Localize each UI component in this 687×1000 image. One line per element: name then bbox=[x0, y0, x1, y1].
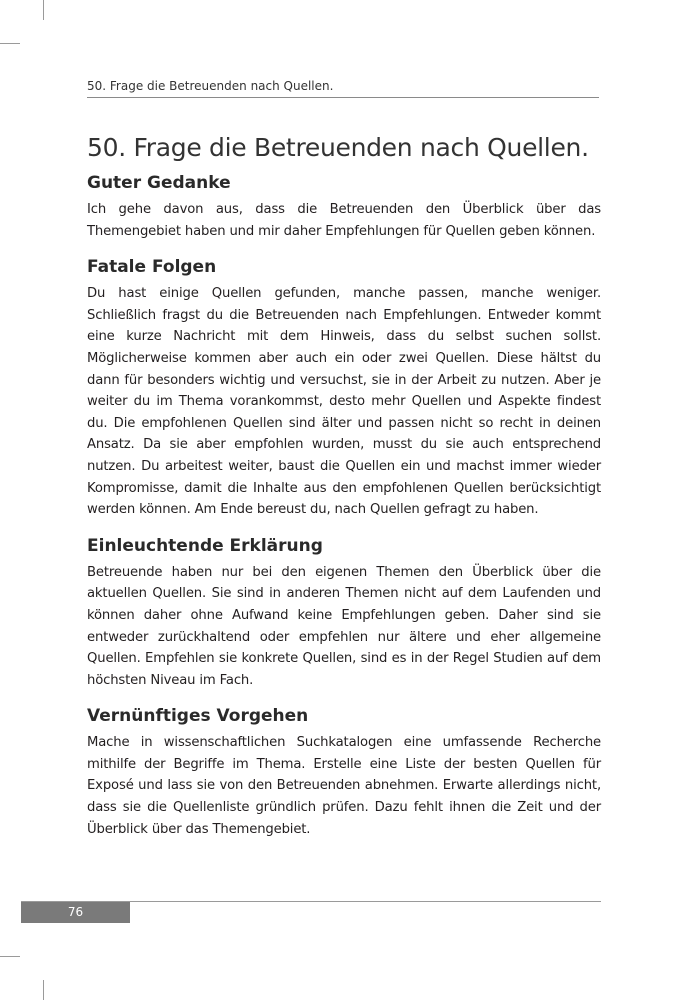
section-vernuenftiges-vorgehen bbox=[87, 706, 601, 840]
section-paragraph: Mache in wissenschaftlichen Suchkatalogen eine umfassende Recherche mithilfe der Begriffe im Thema. Erstelle eine Liste der besten Quellen für Exposé und lass sie von den Betreuenden abnehmen. Erwarte allerdings nicht, dass sie die Quellenliste gründlich prüfen. Dazu fehlt ihnen die Zeit und der Überblick über das Themengebiet. bbox=[87, 735, 601, 837]
section-paragraph: Du hast einige Quellen gefunden, manche passen, manche weniger. Schließlich fragst du die Betreuenden nach Empfehlungen. Entweder kommt eine kurze Nachricht mit dem Hinweis, dass du selbst suchen sollst. Möglicherweise kommen aber auch ein oder zwei Quellen. Diese hältst du dann für besonders wichtig und versuchst, sie in der Arbeit zu nutzen. Aber je weiter du im Thema vorankommst, desto mehr Quellen und Aspekte findest du. Die empfohlenen Quellen sind älter und passen nicht so recht in deinen Ansatz. Da sie aber empfohlen wurden, musst du sie auch entsprechend nutzen. Du arbeitest weiter, baust die Quellen ein und machst immer wieder Kompromisse, damit die Inhalte aus den empfohlenen Quellen berücksichtigt werden können. Am Ende bereust du, nach Quellen gefragt zu haben. bbox=[87, 286, 601, 518]
page-title: 50. Frage die Betreuenden nach Quellen. bbox=[87, 133, 589, 162]
crop-mark-bottom-horizontal bbox=[0, 956, 20, 957]
crop-mark-top-vertical bbox=[43, 0, 44, 20]
section-heading: Fatale Folgen bbox=[87, 257, 217, 278]
section-guter-gedanke bbox=[87, 173, 601, 242]
running-header: 50. Frage die Betreuenden nach Quellen. bbox=[87, 79, 599, 98]
section-einleuchtende-erklaerung bbox=[87, 536, 601, 692]
page-content bbox=[87, 133, 601, 855]
section-heading: Einleuchtende Erklärung bbox=[87, 535, 323, 556]
section-paragraph: Ich gehe davon aus, dass die Betreuenden den Überblick über das Themengebiet haben und mir daher Empfehlungen für Quellen geben können. bbox=[87, 202, 601, 239]
crop-mark-bottom-vertical bbox=[43, 980, 44, 1000]
section-fatale-folgen bbox=[87, 257, 601, 521]
section-heading: Vernünftiges Vorgehen bbox=[87, 706, 309, 727]
section-paragraph: Betreuende haben nur bei den eigenen Themen den Überblick über die aktuellen Quellen. Sie sind in anderen Themen nicht auf dem Laufenden und können daher ohne Aufwand keine Empfehlungen geben. Daher sind sie entweder zurückhaltend oder empfehlen nur ältere und eher allgemeine Quellen. Empfehlen sie konkrete Quellen, sind es in der Regel Studien auf dem höchsten Niveau im Fach. bbox=[87, 564, 601, 688]
crop-mark-top-horizontal bbox=[0, 43, 20, 44]
page-number: 76 bbox=[21, 902, 130, 923]
section-heading: Guter Gedanke bbox=[87, 173, 231, 193]
